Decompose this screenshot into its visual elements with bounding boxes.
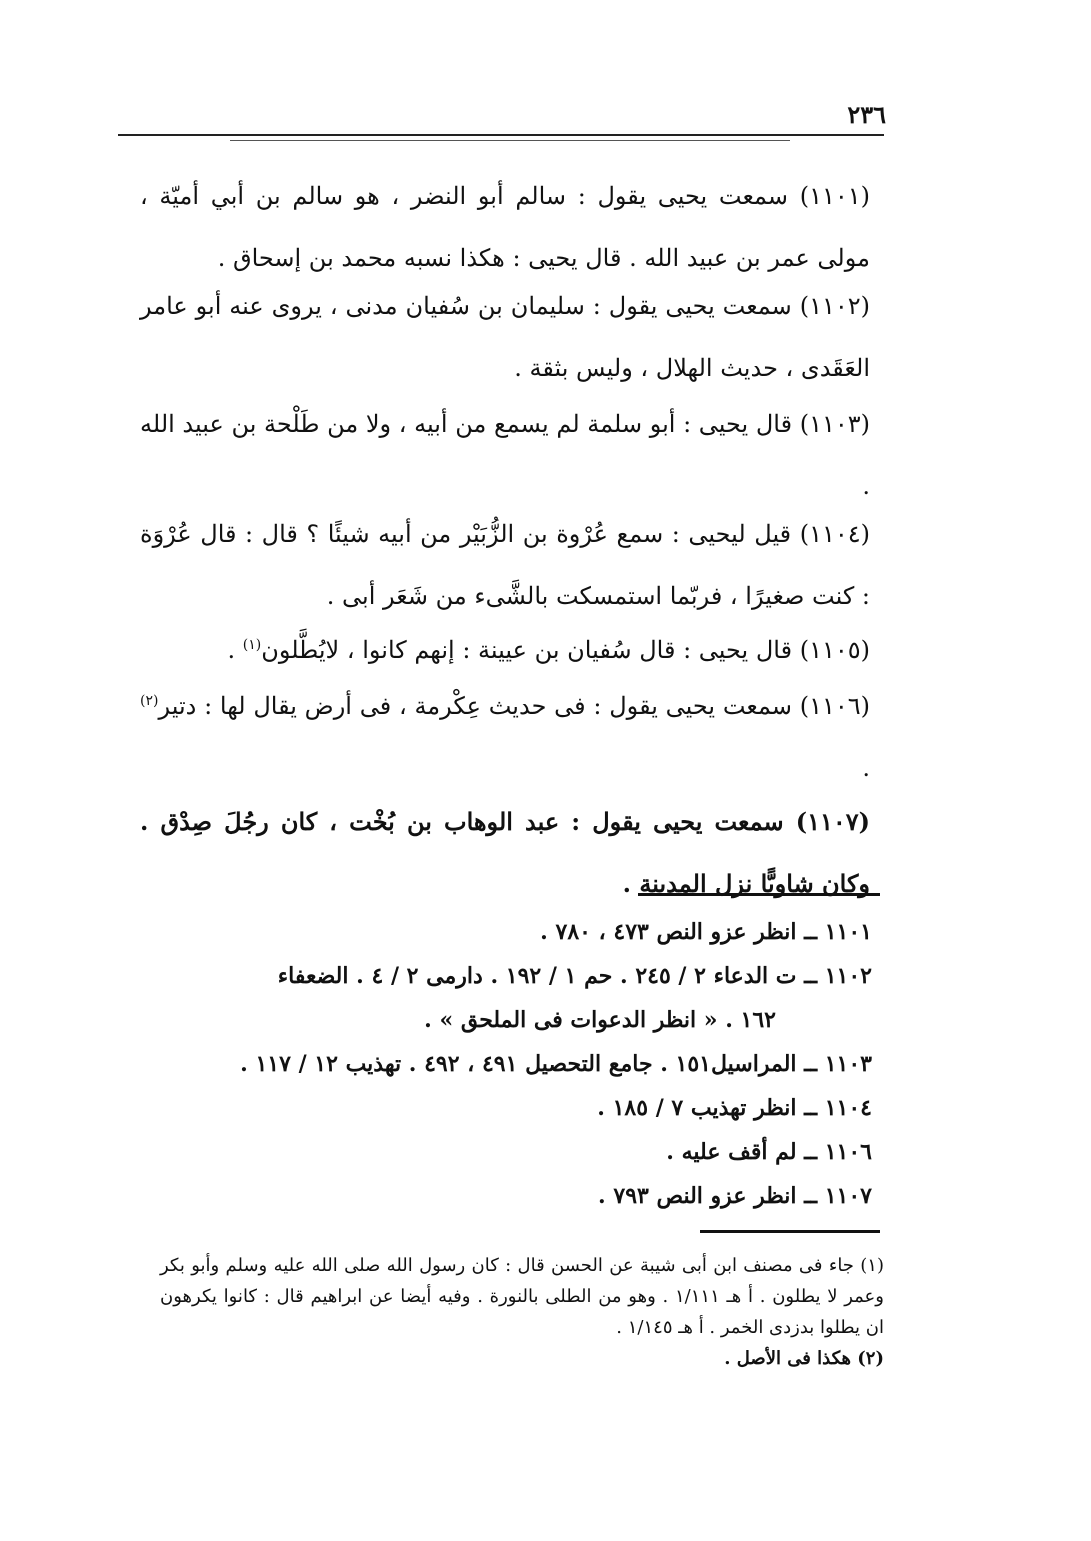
- entry-1102: (١١٠٢) سمعت يحيى يقول : سليمان بن سُفيان مدنى ، يروى عنه أبو عامر العَقَدى ، حديث الهلال ، وليس بثقة .: [140, 292, 870, 382]
- entry-1104: (١١٠٤) قيل ليحيى : سمع عُرْوة بن الزُّبَيْر من أبيه شيئًا ؟ قال : قال عُرْوَة : كنت صغيرًا ، فربّما استمسكت بالشَّىء من شَعَر أبى .: [140, 520, 870, 610]
- footnote-ref-2: (٢): [140, 693, 159, 709]
- source-1104: ١١٠٤ ــ انظر تهذيب ٧ / ١٨٥ .: [597, 1095, 872, 1121]
- footnotes-rule: [700, 1230, 880, 1233]
- sources-rule: [638, 893, 880, 896]
- entry-1106: (١١٠٦) سمعت يحيى يقول : فى حديث عِكْرمة ، فى أرض يقال لها : دتير$^{(٢)}$ .: [140, 692, 870, 782]
- entries-list: [140, 165, 870, 901]
- page-number: ٢٣٦: [847, 100, 886, 129]
- header-rule: [118, 134, 884, 136]
- source-1106: ١١٠٦ ــ لم أقف عليه .: [666, 1139, 872, 1165]
- source-1101: ١١٠١ ــ انظر عزو النص ٤٧٣ ، ٧٨٠ .: [540, 919, 872, 945]
- header-rule-thin: [230, 140, 790, 141]
- entry-1105: (١١٠٥) قال يحيى : قال سُفيان بن عيينة : إنهم كانوا ، لايُطَّلون$^{(١)}$ .: [227, 636, 870, 664]
- footnote-2: (٢) هكذا فى الأصل .: [724, 1348, 884, 1369]
- footnote-1: (١) جاء فى مصنف ابن أبى شيبة عن الحسن قال : كان رسول الله صلى الله عليه وسلم وأبو بكر وعمر لا يطلون . أ هـ ١/١١١ . وهو من الطلى بالنورة . وفيه أيضا عن ابراهيم قال : كانوا يكرهون ان يطلوا بدزدى الخمر . أ هـ ١/١٤٥ .: [160, 1255, 884, 1338]
- footnote-ref-1: (١): [242, 637, 262, 653]
- source-1103: ١١٠٣ ــ المراسيل١٥١ . جامع التحصيل ٤٩١ ، ٤٩٢ . تهذيب ١٢ / ١١٧ .: [240, 1051, 872, 1077]
- entry-1103: (١١٠٣) قال يحيى : أبو سلمة لم يسمع من أبيه ، ولا من طَلْحة بن عبيد الله .: [140, 410, 870, 500]
- entry-1101: (١١٠١) سمعت يحيى يقول : سالم أبو النضر ، هو سالم بن أبي أميّة ، مولى عمر بن عبيد الله . قال يحيى : هكذا نسبه محمد بن إسحاق .: [140, 182, 870, 272]
- source-1107: ١١٠٧ ــ انظر عزو النص ٧٩٣ .: [598, 1183, 872, 1209]
- sources-list: [150, 910, 872, 1218]
- footnotes: [160, 1250, 884, 1374]
- entry-1107: (١١٠٧) سمعت يحيى يقول : عبد الوهاب بن بُخْت ، كان رجُلَ صِدْق . وكان شاويًّا نزل المدينة .: [140, 807, 870, 898]
- source-1102: ١١٠٢ ــ ت الدعاء ٢ / ٢٤٥ . حم ١ / ١٩٢ . دارمى ٢ / ٤ . الضعفاء ١٦٢ . « انظر الدعوات فى الملحق » .: [277, 963, 872, 1033]
